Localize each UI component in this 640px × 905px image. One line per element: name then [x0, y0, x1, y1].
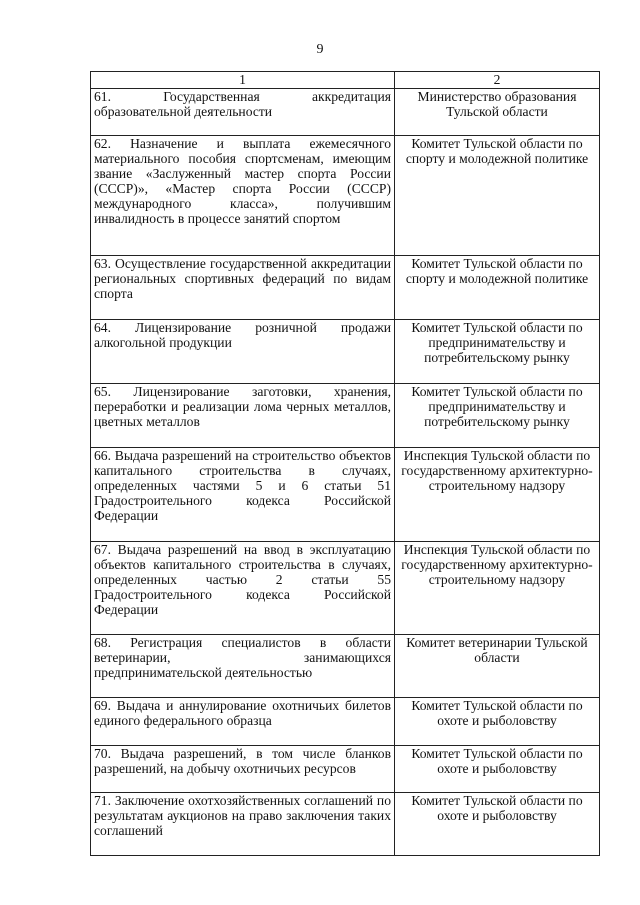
table-row [91, 793, 600, 856]
table-row [91, 635, 600, 698]
table-row [91, 384, 600, 448]
responsible-authority: Комитет Тульской области по предпринимательству и потребительскому рынку [395, 384, 600, 448]
responsible-authority: Комитет Тульской области по охоте и рыболовству [395, 746, 600, 793]
responsible-authority: Инспекция Тульской области по государственному архитектурно-строительному надзору [395, 542, 600, 635]
table-row [91, 746, 600, 793]
service-name: 69. Выдача и аннулирование охотничьих билетов единого федерального образца [91, 698, 395, 746]
column-header-service: 1 [91, 72, 395, 89]
service-name: 67. Выдача разрешений на ввод в эксплуатацию объектов капитального строительства в случаях, определенных частью 2 статьи 55 Градостроительного кодекса Российской Федерации [91, 542, 395, 635]
service-name: 70. Выдача разрешений, в том числе бланков разрешений, на добычу охотничьих ресурсов [91, 746, 395, 793]
table-row [91, 698, 600, 746]
table-row [91, 89, 600, 136]
service-name: 61. Государственная аккредитация образовательной деятельности [91, 89, 395, 136]
responsible-authority: Комитет Тульской области по охоте и рыболовству [395, 698, 600, 746]
responsible-authority: Комитет ветеринарии Тульской области [395, 635, 600, 698]
responsible-authority: Комитет Тульской области по спорту и молодежной политике [395, 256, 600, 320]
service-name: 71. Заключение охотхозяйственных соглашений по результатам аукционов на право заключения таких соглашений [91, 793, 395, 856]
table-header-row [91, 72, 600, 89]
service-name: 64. Лицензирование розничной продажи алкогольной продукции [91, 320, 395, 384]
responsible-authority: Комитет Тульской области по охоте и рыболовству [395, 793, 600, 856]
responsible-authority: Министерство образования Тульской области [395, 89, 600, 136]
service-name: 65. Лицензирование заготовки, хранения, переработки и реализации лома черных металлов, цветных металлов [91, 384, 395, 448]
column-header-authority: 2 [395, 72, 600, 89]
table-row [91, 256, 600, 320]
table-row [91, 448, 600, 542]
table-row [91, 542, 600, 635]
service-name: 63. Осуществление государственной аккредитации региональных спортивных федераций по видам спорта [91, 256, 395, 320]
service-name: 66. Выдача разрешений на строительство объектов капитального строительства в случаях, определенных частями 5 и 6 статьи 51 Градостроительного кодекса Российской Федерации [91, 448, 395, 542]
responsible-authority: Инспекция Тульской области по государственному архитектурно-строительному надзору [395, 448, 600, 542]
responsible-authority: Комитет Тульской области по предпринимательству и потребительскому рынку [395, 320, 600, 384]
table-row [91, 320, 600, 384]
services-table [90, 71, 600, 856]
table-row [91, 136, 600, 256]
service-name: 68. Регистрация специалистов в области ветеринарии, занимающихся предпринимательской деятельностью [91, 635, 395, 698]
service-name: 62. Назначение и выплата ежемесячного материального пособия спортсменам, имеющим звание «Заслуженный мастер спорта России (СССР)», «Мастер спорта России (СССР) международного класса», получившим инвалидность в процессе занятий спортом [91, 136, 395, 256]
responsible-authority: Комитет Тульской области по спорту и молодежной политике [395, 136, 600, 256]
page-number: 9 [316, 42, 324, 57]
